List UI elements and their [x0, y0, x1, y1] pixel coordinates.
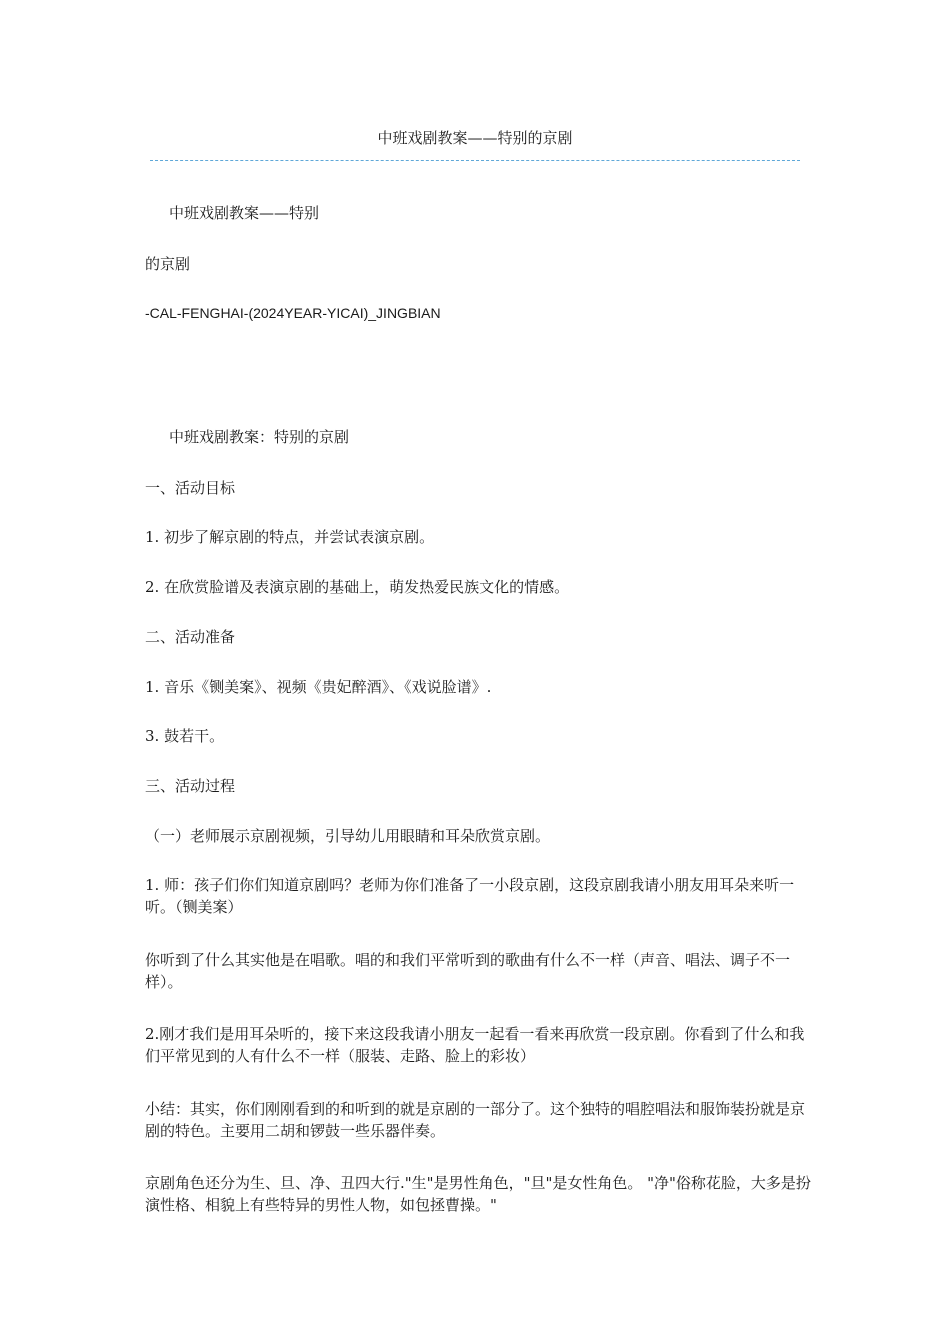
process-paragraph-1: 1. 师：孩子们你们知道京剧吗？老师为你们准备了一小段京剧，这段京剧我请小朋友用耳朵来听一听。（铡美案）: [145, 876, 795, 916]
heading-preparation: 二、活动准备: [145, 628, 236, 646]
section-title: 中班戏剧教案：特别的京剧: [169, 428, 350, 446]
doc-code-line: -CAL-FENGHAI-(2024YEAR-YICAI)_JINGBIAN: [145, 305, 441, 321]
summary-paragraph: 小结：其实，你们刚刚看到的和听到的就是京剧的一部分了。这个独特的唱腔唱法和服饰装扮就是京剧的特色。主要用二胡和锣鼓一些乐器伴奏。: [145, 1100, 806, 1140]
process-paragraph-2: 你听到了什么其实他是在唱歌。唱的和我们平常听到的歌曲有什么不一样（声音、唱法、调子不一样）。: [145, 951, 791, 991]
roles-paragraph: 京剧角色还分为生、旦、净、丑四大行."生"是男性角色，"旦"是女性角色。 "净"俗称花脸，大多是扮演性格、相貌上有些特异的男性人物，如包拯曹操。": [145, 1174, 811, 1214]
goal-item-1: 1. 初步了解京剧的特点，并尝试表演京剧。: [145, 528, 435, 546]
goal-item-2: 2. 在欣赏脸谱及表演京剧的基础上，萌发热爱民族文化的情感。: [145, 578, 570, 596]
prep-item-1: 1. 音乐《铡美案》、视频《贵妃醉酒》、《戏说脸谱》.: [145, 678, 492, 696]
process-paragraph-3: 2.刚才我们是用耳朵听的，接下来这段我请小朋友一起看一看来再欣赏一段京剧。你看到了什么和我们平常见到的人有什么不一样（服装、走路、脸上的彩妆）: [145, 1025, 805, 1065]
heading-goals: 一、活动目标: [145, 479, 236, 497]
page-header-title: 中班戏剧教案——特别的京剧: [377, 129, 573, 147]
doc-title-line-2: 的京剧: [145, 255, 191, 273]
process-step-1: （一）老师展示京剧视频，引导幼儿用眼睛和耳朵欣赏京剧。: [145, 827, 551, 845]
heading-process: 三、活动过程: [145, 777, 236, 795]
doc-title-line-1: 中班戏剧教案——特别: [169, 204, 320, 222]
prep-item-3: 3. 鼓若干。: [145, 727, 225, 745]
header-divider: [150, 160, 800, 161]
